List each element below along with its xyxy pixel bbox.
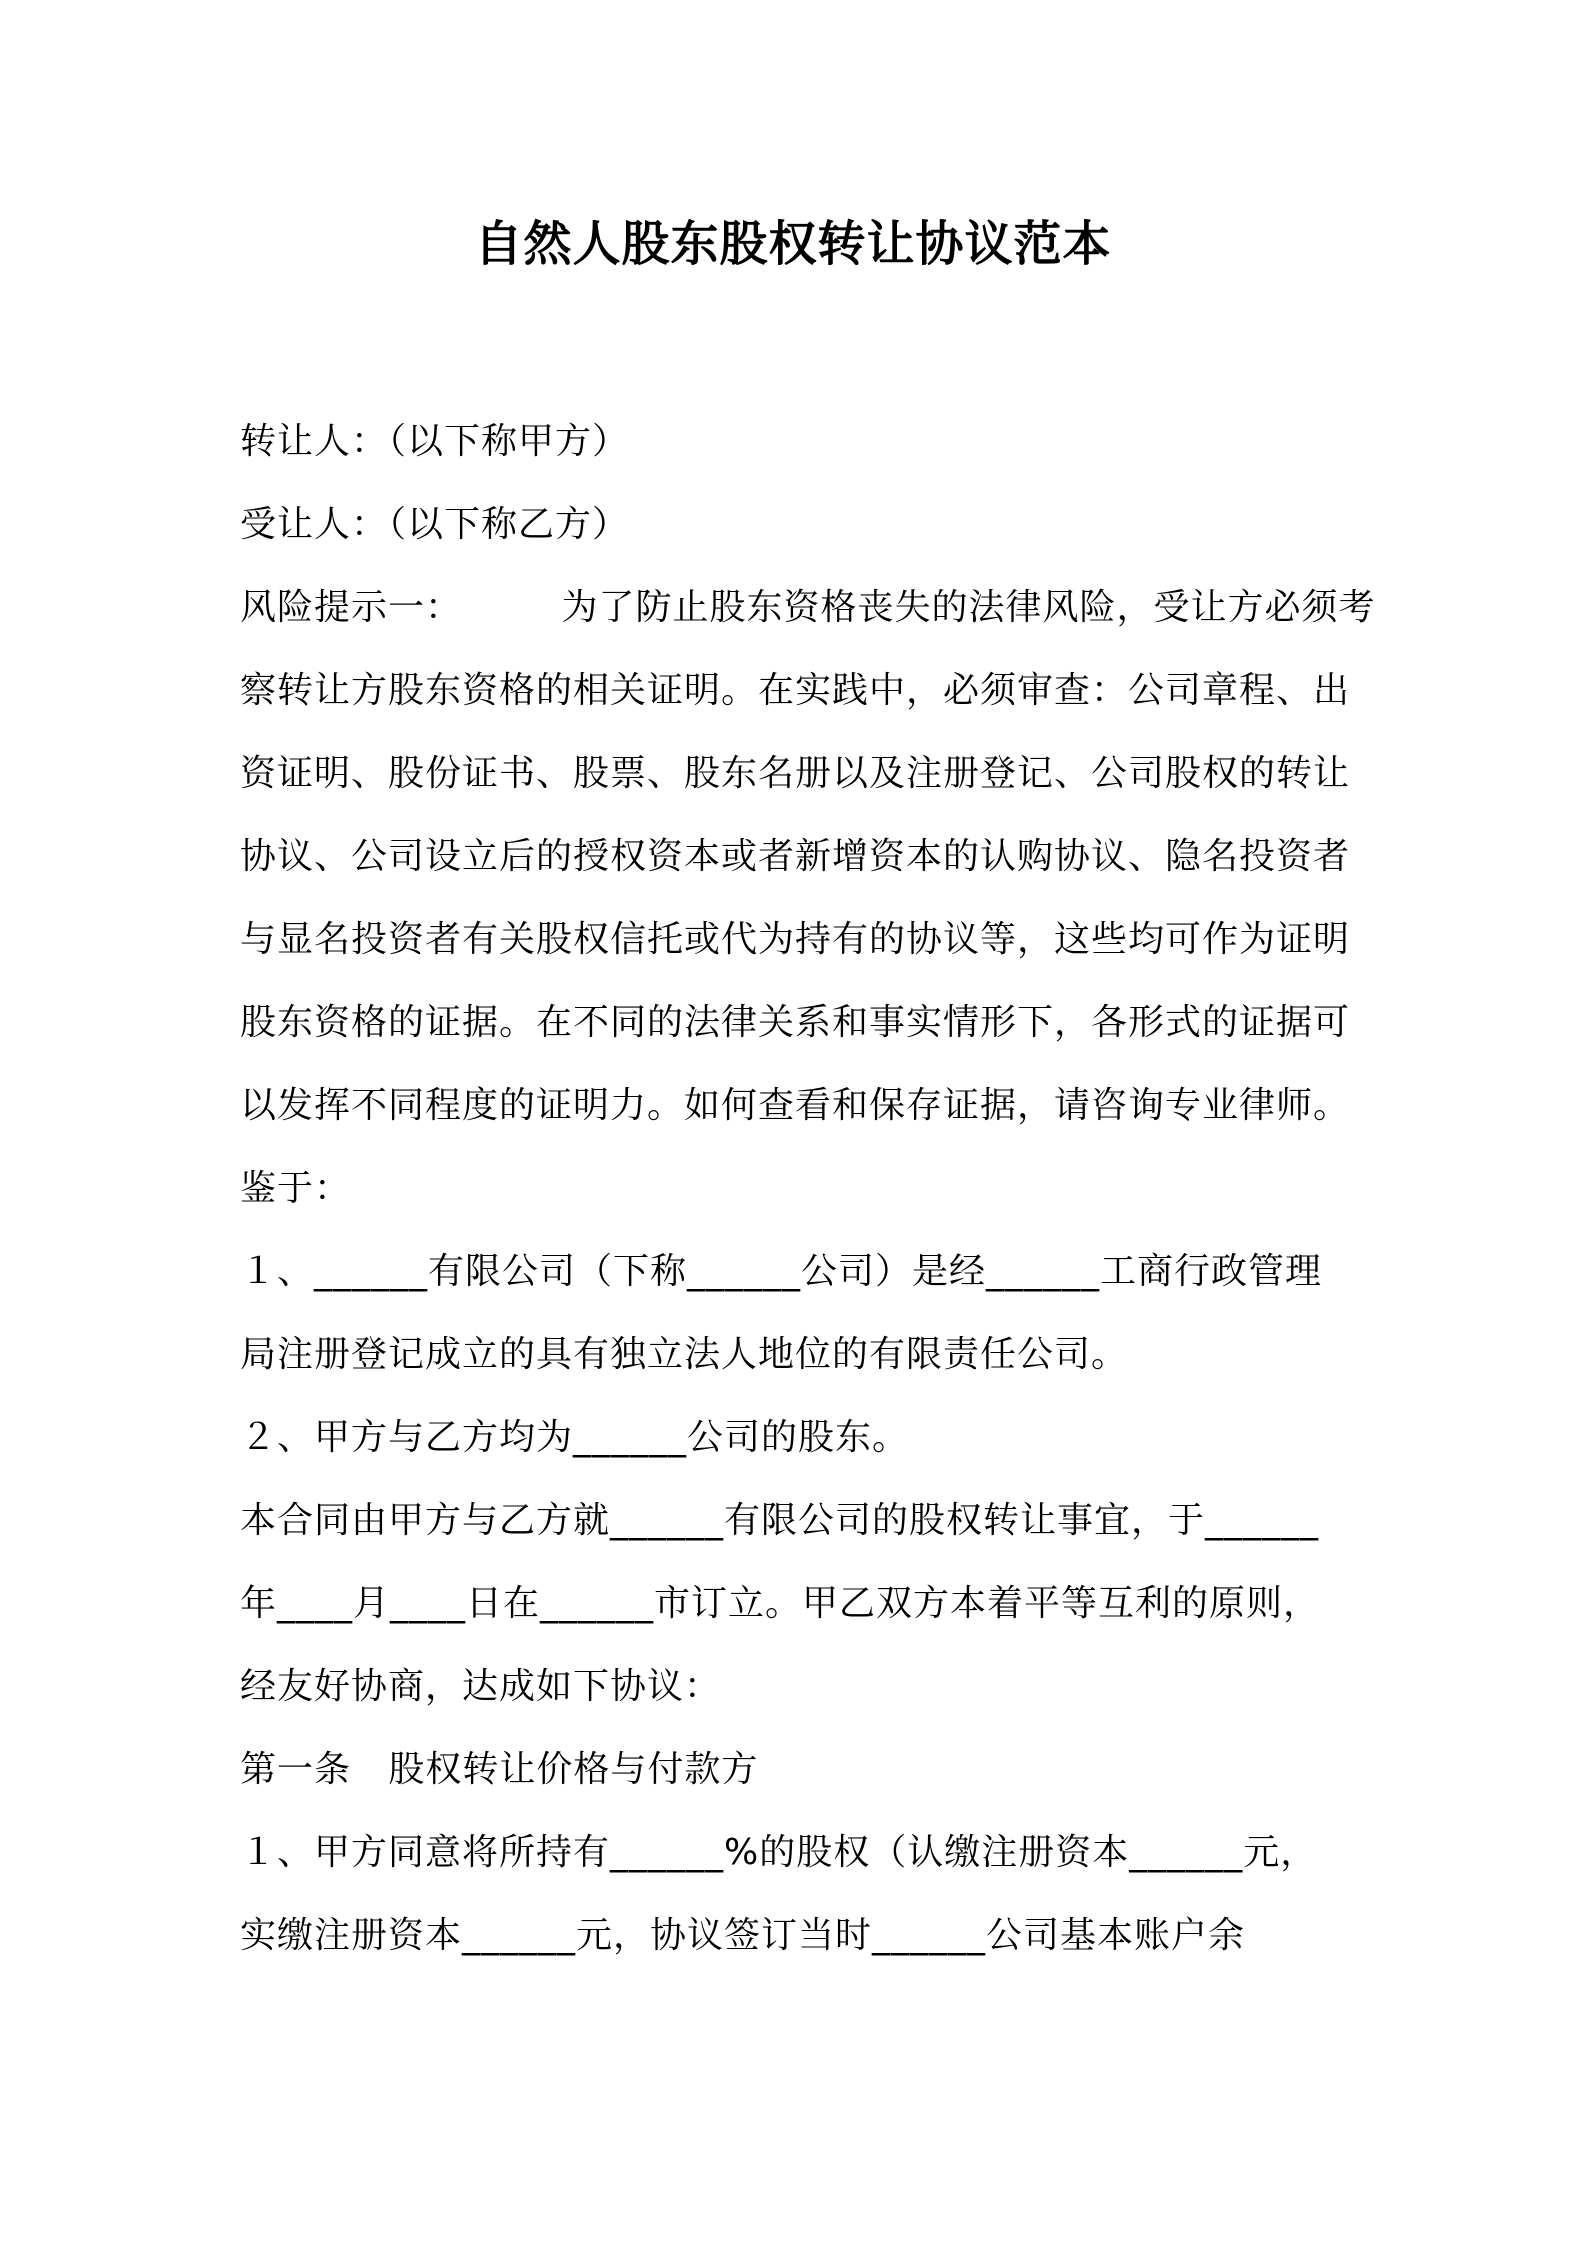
paragraph-line: 经友好协商，达成如下协议： [240, 1666, 722, 1707]
document-body [240, 400, 1376, 1977]
paragraph-line: 本合同由甲方与乙方就______有限公司的股权转让事宜，于______ [240, 1500, 1320, 1541]
paragraph-line: 第一条 股权转让价格与付款方 [240, 1749, 759, 1790]
paragraph-line: 风险提示一： 为了防止股东资格丧失的法律风险，受让方必须考 [240, 587, 1376, 628]
paragraph-line: ２、甲方与乙方均为______公司的股东。 [240, 1417, 910, 1458]
paragraph-line: 察转让方股东资格的相关证明。在实践中，必须审查：公司章程、出 [240, 670, 1351, 711]
paragraph-line: １、甲方同意将所持有______%的股权（认缴注册资本______元， [240, 1832, 1318, 1873]
paragraph-line: 以发挥不同程度的证明力。如何查看和保存证据，请咨询专业律师。 [240, 1085, 1351, 1126]
paragraph-line: 年____月____日在______市订立。甲乙双方本着平等互利的原则， [240, 1583, 1321, 1624]
paragraph-line: １、______有限公司（下称______公司）是经______工商行政管理 [240, 1251, 1323, 1292]
paragraph-line: 资证明、股份证书、股票、股东名册以及注册登记、公司股权的转让 [240, 753, 1351, 794]
paragraph-line: 转让人：（以下称甲方） [240, 421, 630, 462]
paragraph-line: 受让人：（以下称乙方） [240, 504, 630, 545]
paragraph-line: 实缴注册资本______元，协议签订当时______公司基本账户余 [240, 1915, 1246, 1956]
paragraph-line: 鉴于： [240, 1168, 352, 1209]
paragraph-line: 协议、公司设立后的授权资本或者新增资本的认购协议、隐名投资者 [240, 836, 1351, 877]
paragraph-line: 与显名投资者有关股权信托或代为持有的协议等，这些均可作为证明 [240, 919, 1351, 960]
paragraph-line: 局注册登记成立的具有独立法人地位的有限责任公司。 [240, 1334, 1129, 1375]
paragraph-line: 股东资格的证据。在不同的法律关系和事实情形下，各形式的证据可 [240, 1002, 1351, 1043]
document-title: 自然人股东股权转让协议范本 [474, 216, 1112, 272]
